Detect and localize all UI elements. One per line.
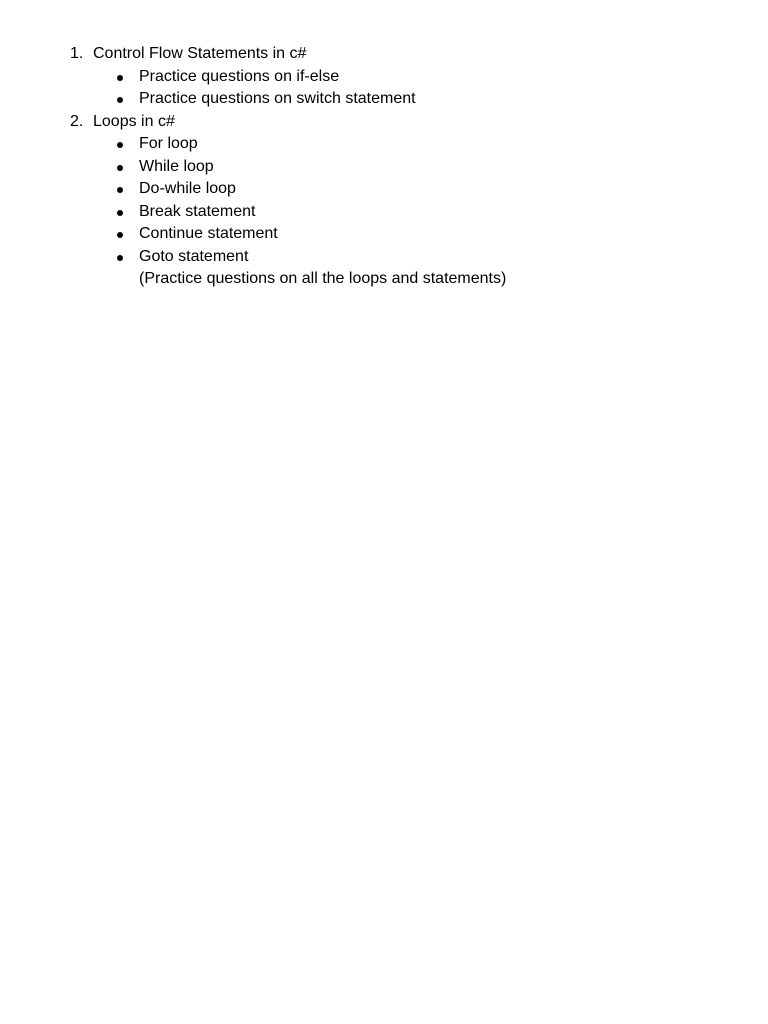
list-item-1 xyxy=(70,43,710,66)
practice-note-text: (Practice questions on all the loops and statements) xyxy=(139,270,507,287)
list-item-text: Loops in c# xyxy=(93,112,175,130)
list-item-2 xyxy=(70,111,710,134)
sub-list-item xyxy=(70,201,710,224)
sub-list-item xyxy=(70,223,710,246)
list-item-text: Control Flow Statements in c# xyxy=(93,45,307,62)
sub-list-item xyxy=(70,88,710,111)
sub-list-item-text: Practice questions on if-else xyxy=(139,67,340,85)
bullet-icon xyxy=(117,165,123,171)
bullet-icon xyxy=(117,187,123,193)
bullet-icon xyxy=(117,255,123,261)
list-number: 1. xyxy=(70,45,84,62)
sub-list-item xyxy=(70,178,710,201)
sub-list-item-text: Do-while loop xyxy=(139,180,236,197)
list-number: 2. xyxy=(70,112,84,130)
bullet-icon xyxy=(117,97,123,103)
sub-list-item-text: For loop xyxy=(139,135,198,152)
bullet-icon xyxy=(117,232,123,238)
sub-list-item-text: Goto statement xyxy=(139,247,249,265)
sub-list-item-text: Continue statement xyxy=(139,225,278,242)
document-body xyxy=(70,43,710,291)
bullet-icon xyxy=(117,142,123,148)
sub-list-item-text: Break statement xyxy=(139,202,256,220)
sub-list-item-text: While loop xyxy=(139,157,214,175)
sub-list-item xyxy=(70,133,710,156)
bullet-icon xyxy=(117,75,123,81)
sub-list-item-text: Practice questions on switch statement xyxy=(139,90,416,107)
sub-list-item xyxy=(70,66,710,89)
practice-note xyxy=(70,268,710,291)
sub-list-item xyxy=(70,156,710,179)
bullet-icon xyxy=(117,210,123,216)
sub-list-item xyxy=(70,246,710,269)
